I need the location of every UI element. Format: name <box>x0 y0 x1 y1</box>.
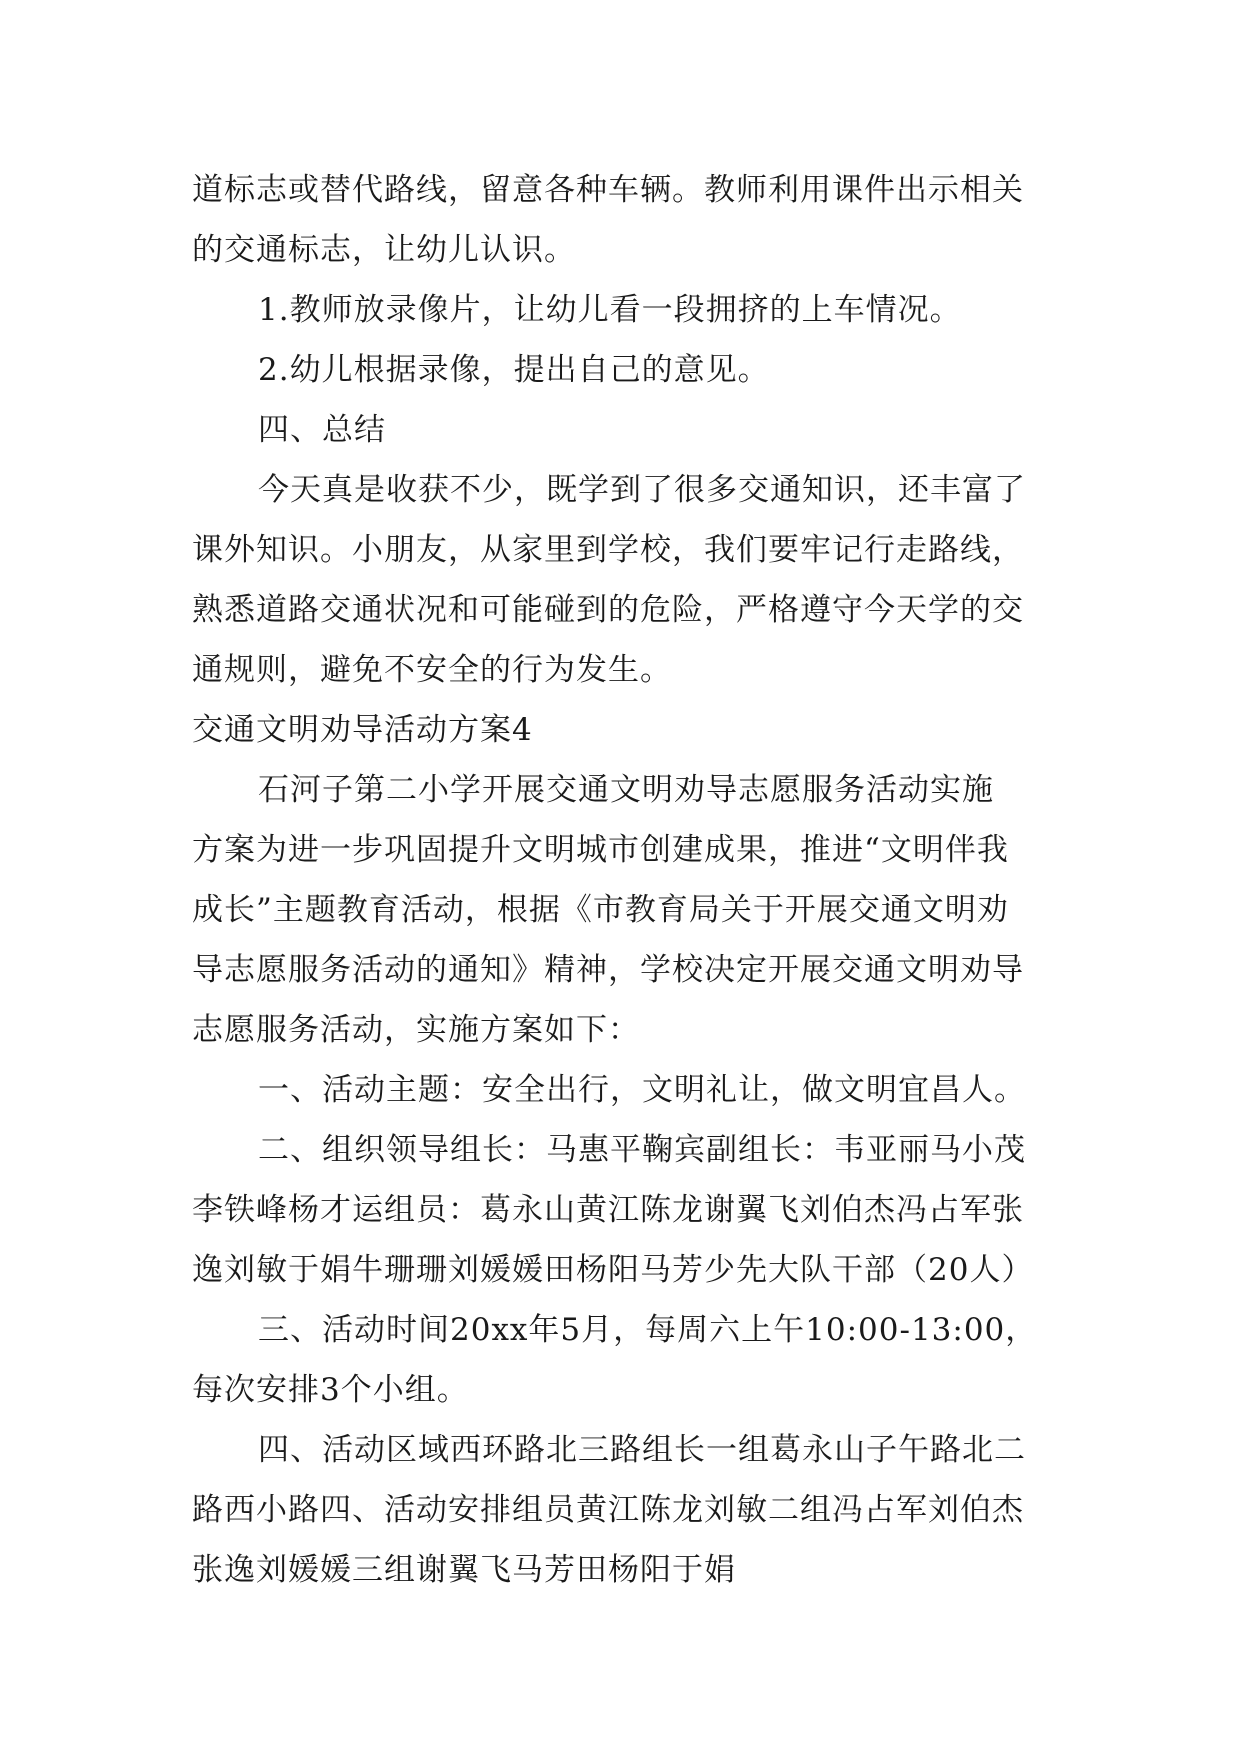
body-text-line: 通规则，避免不安全的行为发生。 <box>192 652 672 688</box>
body-text-line: 逸刘敏于娟牛珊珊刘媛媛田杨阳马芳少先大队干部（20人） <box>192 1252 1034 1288</box>
body-text-line: 李铁峰杨才运组员：葛永山黄江陈龙谢翼飞刘伯杰冯占军张 <box>192 1192 1024 1228</box>
section-title: 交通文明劝导活动方案4 <box>192 712 533 748</box>
body-text-line: 课外知识。小朋友，从家里到学校，我们要牢记行走路线， <box>192 532 1024 568</box>
body-text-line: 石河子第二小学开展交通文明劝导志愿服务活动实施 <box>258 772 994 808</box>
body-text-line: 成长”主题教育活动，根据《市教育局关于开展交通文明劝 <box>192 892 1009 928</box>
body-text-line: 熟悉道路交通状况和可能碰到的危险，严格遵守今天学的交 <box>192 592 1024 628</box>
body-text-line: 路西小路四、活动安排组员黄江陈龙刘敏二组冯占军刘伯杰 <box>192 1492 1024 1528</box>
body-text-line: 方案为进一步巩固提升文明城市创建成果，推进“文明伴我 <box>192 832 1009 868</box>
body-text-line: 张逸刘媛媛三组谢翼飞马芳田杨阳于娟 <box>192 1552 736 1588</box>
body-text-line: 每次安排3个小组。 <box>192 1372 469 1408</box>
body-text-line: 二、组织领导组长：马惠平鞠宾副组长：韦亚丽马小茂 <box>258 1132 1026 1168</box>
body-text-line: 道标志或替代路线，留意各种车辆。教师利用课件出示相关 <box>192 172 1024 208</box>
body-text-line: 一、活动主题：安全出行，文明礼让，做文明宜昌人。 <box>258 1072 1026 1108</box>
body-text-line: 志愿服务活动，实施方案如下： <box>192 1012 640 1048</box>
body-text-line: 导志愿服务活动的通知》精神，学校决定开展交通文明劝导 <box>192 952 1024 988</box>
list-item-2: 2.幼儿根据录像，提出自己的意见。 <box>258 352 770 388</box>
body-text-line: 今天真是收获不少，既学到了很多交通知识，还丰富了 <box>258 472 1026 508</box>
list-item-1: 1.教师放录像片，让幼儿看一段拥挤的上车情况。 <box>258 292 962 328</box>
body-text-line: 的交通标志，让幼儿认识。 <box>192 232 576 268</box>
section-heading-summary: 四、总结 <box>258 412 386 448</box>
body-text-line: 三、活动时间20xx年5月，每周六上午10:00-13:00， <box>258 1312 1038 1348</box>
body-text-line: 四、活动区域西环路北三路组长一组葛永山子午路北二 <box>258 1432 1026 1468</box>
